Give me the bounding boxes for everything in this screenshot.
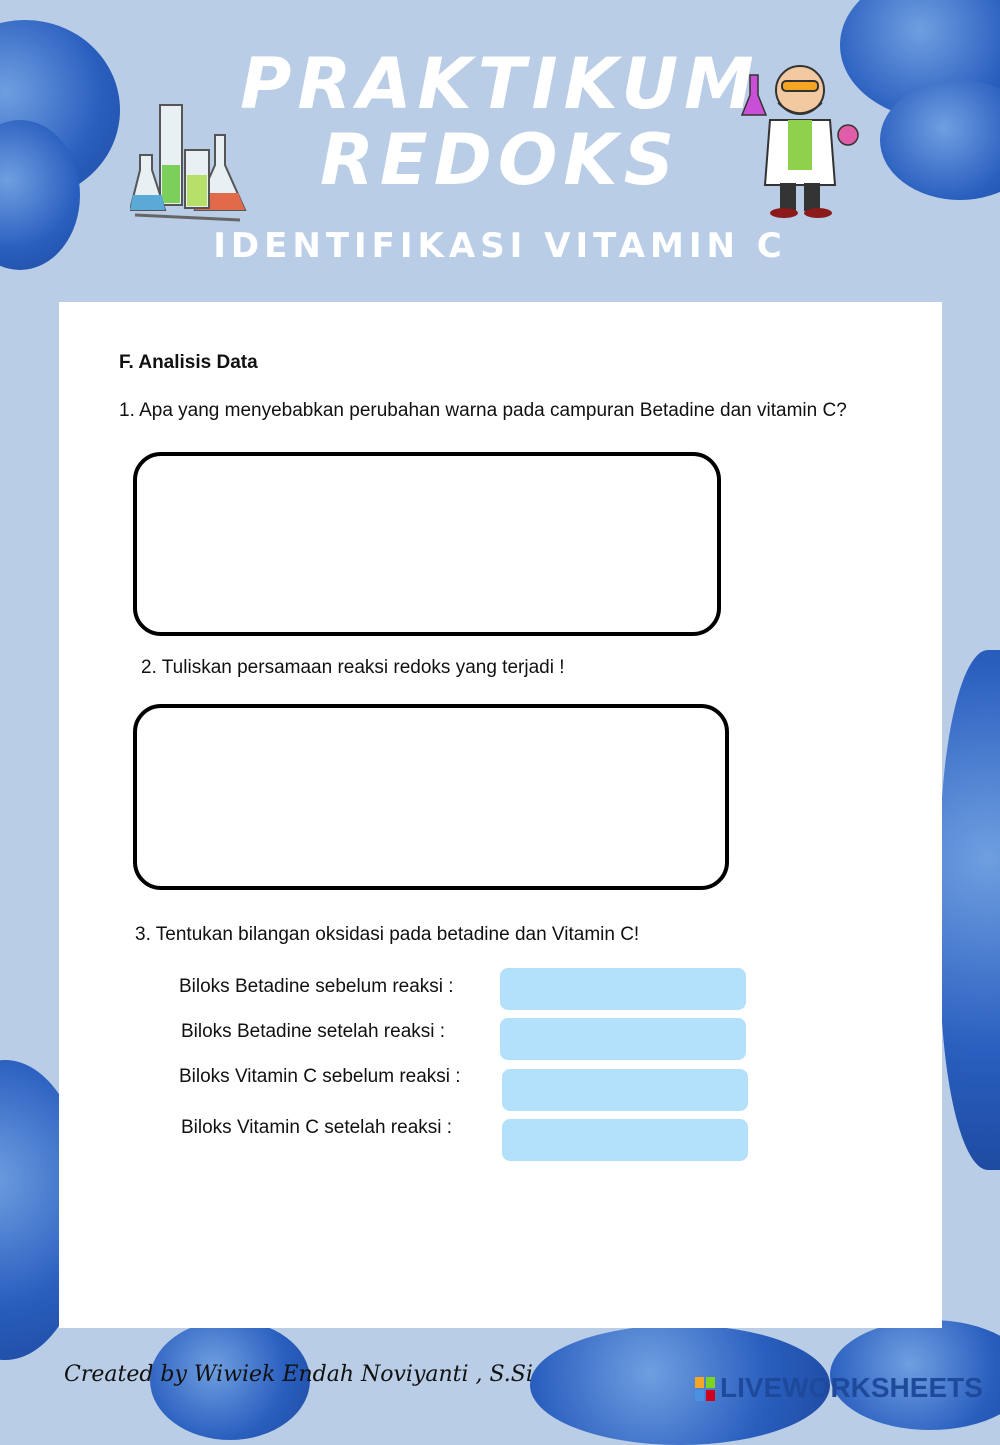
question-1: 1. Apa yang menyebabkan perubahan warna pada campuran Betadine dan vitamin C? [119,400,847,421]
section-heading: F. Analisis Data [119,352,258,373]
liveworksheets-logo-icon [695,1377,715,1401]
field-label-vitc-after: Biloks Vitamin C setelah reaksi : [181,1117,453,1138]
answer-box-2[interactable] [133,704,729,890]
subtitle: IDENTIFIKASI VITAMIN C [213,226,787,266]
worksheet-panel [59,302,942,1328]
author-credit: Created by Wiwiek Endah Noviyanti , S.Si [64,1362,533,1387]
title-line-1: PRAKTIKUM [240,43,760,125]
vitc-before-input[interactable] [502,1069,748,1111]
field-label-betadine-before: Biloks Betadine sebelum reaksi : [179,976,454,997]
question-3: 3. Tentukan bilangan oksidasi pada betadine dan Vitamin C! [135,924,640,945]
liveworksheets-brand[interactable]: LIVEWORKSHEETS [720,1372,983,1403]
title-line-2: REDOKS [320,119,680,201]
vitc-after-input[interactable] [502,1119,748,1161]
answer-box-1[interactable] [133,452,721,636]
question-2: 2. Tuliskan persamaan reaksi redoks yang terjadi ! [141,657,565,678]
field-label-vitc-before: Biloks Vitamin C sebelum reaksi : [179,1066,461,1087]
field-label-betadine-after: Biloks Betadine setelah reaksi : [181,1021,446,1042]
betadine-after-input[interactable] [500,1018,746,1060]
betadine-before-input[interactable] [500,968,746,1010]
